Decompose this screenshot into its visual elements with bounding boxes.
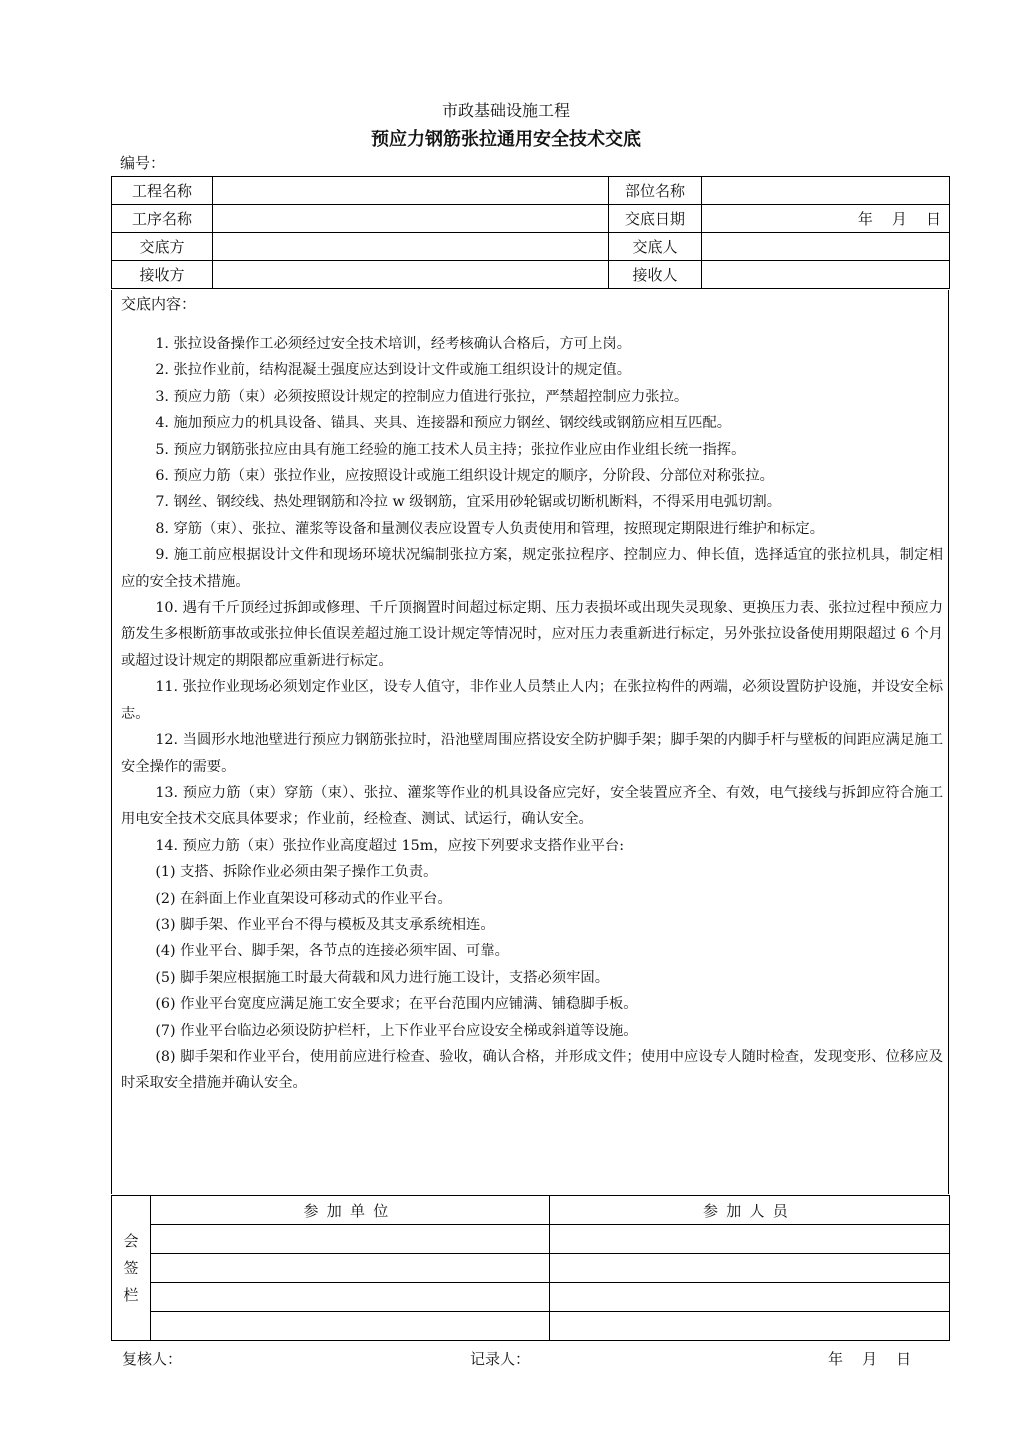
content-paragraph: 13. 预应力筋（束）穿筋（束）、张拉、灌浆等作业的机具设备应完好，安全装置应齐全、有效，电气接线与拆卸应符合施工用电安全技术交底具体要求；作业前，经检查、测试、试运行，确认安全。 bbox=[121, 784, 943, 828]
disclosure-date-field[interactable]: 年 月 日 bbox=[702, 205, 950, 233]
countersign-row bbox=[112, 1254, 950, 1283]
content-paragraph: 12. 当圆形水地池壁进行预应力钢筋张拉时，沿池壁周围应搭设安全防护脚手架；脚手架的内脚手杆与壁板的间距应满足施工安全操作的需要。 bbox=[121, 732, 943, 775]
countersign-row bbox=[112, 1312, 950, 1341]
content-paragraph: 3. 预应力筋（束）必须按照设计规定的控制应力值进行张拉，严禁超控制应力张拉。 bbox=[155, 388, 689, 405]
participating-people-field[interactable] bbox=[550, 1225, 950, 1254]
countersign-row bbox=[112, 1225, 950, 1254]
content-paragraphs bbox=[121, 331, 943, 1097]
participating-unit-field[interactable] bbox=[151, 1254, 550, 1283]
content-paragraph: 9. 施工前应根据设计文件和现场环境状况编制张拉方案，规定张拉程序、控制应力、伸长值，选择适宜的张拉机具，制定相应的安全技术措施。 bbox=[121, 547, 943, 590]
discloser-field[interactable] bbox=[702, 233, 950, 261]
disclosure-content-box bbox=[111, 290, 949, 1194]
participating-unit-field[interactable] bbox=[151, 1283, 550, 1312]
info-row-project bbox=[112, 177, 950, 205]
content-paragraph: 5. 预应力钢筋张拉应由具有施工经验的施工技术人员主持；张拉作业应由作业组长统一指挥。 bbox=[155, 441, 746, 458]
content-paragraph: 4. 施加预应力的机具设备、锚具、夹具、连接器和预应力钢丝、钢绞线或钢筋应相互匹配。 bbox=[155, 415, 732, 432]
countersign-table bbox=[111, 1195, 950, 1341]
participating-unit-header: 参加单位 bbox=[151, 1196, 550, 1225]
content-paragraph: (6) 作业平台宽度应满足施工安全要求；在平台范围内应铺满、铺稳脚手板。 bbox=[155, 996, 638, 1013]
receiver-label: 接收人 bbox=[609, 261, 702, 289]
countersign-char: 会 bbox=[123, 1231, 139, 1250]
content-paragraph: 1. 张拉设备操作工必须经过安全技术培训，经考核确认合格后，方可上岗。 bbox=[155, 336, 631, 352]
receiver-field[interactable] bbox=[702, 261, 950, 289]
participating-people-field[interactable] bbox=[550, 1254, 950, 1283]
footer-date: 年 月 日 bbox=[828, 1350, 912, 1368]
content-paragraph: (4) 作业平台、脚手架，各节点的连接必须牢固、可靠。 bbox=[155, 943, 509, 960]
part-name-field[interactable] bbox=[702, 177, 950, 205]
info-row-disclosing bbox=[112, 233, 950, 261]
content-paragraph: 7. 钢丝、钢绞线、热处理钢筋和冷拉 w 级钢筋，宜采用砂轮锯或切断机断料，不得采用电弧切割。 bbox=[155, 494, 781, 511]
process-name-field[interactable] bbox=[213, 205, 609, 233]
serial-number-label: 编号： bbox=[120, 154, 166, 172]
participating-people-field[interactable] bbox=[550, 1283, 950, 1312]
countersign-row bbox=[112, 1283, 950, 1312]
participating-people-field[interactable] bbox=[550, 1312, 950, 1341]
content-paragraph: 14. 预应力筋（束）张拉作业高度超过 15m，应按下列要求支搭作业平台: bbox=[155, 837, 625, 854]
countersign-header-row bbox=[112, 1196, 950, 1225]
receiving-party-field[interactable] bbox=[213, 261, 609, 289]
recorder-label: 记录人： bbox=[470, 1350, 531, 1368]
content-paragraph: 6. 预应力筋（束）张拉作业，应按照设计或施工组织设计规定的顺序，分阶段、分部位对称张拉。 bbox=[155, 468, 774, 485]
content-paragraph: (8) 脚手架和作业平台，使用前应进行检查、验收，确认合格，并形成文件；使用中应设专人随时检查，发现变形、位移应及时采取安全措施并确认安全。 bbox=[121, 1048, 943, 1092]
content-paragraph: (2) 在斜面上作业直架设可移动式的作业平台。 bbox=[155, 890, 452, 907]
content-heading: 交底内容： bbox=[121, 295, 197, 313]
content-paragraph: (3) 脚手架、作业平台不得与模板及其支承系统相连。 bbox=[155, 916, 495, 933]
content-paragraph: (7) 作业平台临边必须设防护栏杆，上下作业平台应设安全梯或斜道等设施。 bbox=[155, 1022, 638, 1039]
content-paragraph: 10. 遇有千斤顶经过拆卸或修理、千斤顶搁置时间超过标定期、压力表损坏或出现失灵现象、更换压力表、张拉过程中预应力筋发生多根断筋事故或张拉伸长值误差超过施工设计规定等情况时，应对压力表重新进行标定，另外张拉设备使用期限超过 6 个月或超过设计规定的期限都应重新进行标定。 bbox=[121, 600, 943, 669]
project-name-label: 工程名称 bbox=[112, 177, 213, 205]
content-paragraph: 11. 张拉作业现场必须划定作业区，设专人值守，非作业人员禁止人内；在张拉构件的两端，必须设置防护设施，并设安全标志。 bbox=[121, 679, 943, 722]
info-row-receiving bbox=[112, 261, 950, 289]
document-title: 预应力钢筋张拉通用安全技术交底 bbox=[371, 129, 641, 150]
disclosing-party-field[interactable] bbox=[213, 233, 609, 261]
info-table bbox=[111, 176, 950, 289]
process-name-label: 工序名称 bbox=[112, 205, 213, 233]
project-name-field[interactable] bbox=[213, 177, 609, 205]
content-paragraph: 2. 张拉作业前，结构混凝土强度应达到设计文件或施工组织设计的规定值。 bbox=[155, 362, 631, 379]
part-name-label: 部位名称 bbox=[609, 177, 702, 205]
document-supertitle: 市政基础设施工程 bbox=[441, 101, 570, 120]
content-paragraph: (5) 脚手架应根据施工时最大荷载和风力进行施工设计，支搭必须牢固。 bbox=[155, 969, 610, 986]
info-row-process bbox=[112, 205, 950, 233]
participating-people-header: 参加人员 bbox=[550, 1196, 950, 1225]
content-paragraph: (1) 支搭、拆除作业必须由架子操作工负责。 bbox=[155, 864, 438, 881]
disclosing-party-label: 交底方 bbox=[112, 233, 213, 261]
receiving-party-label: 接收方 bbox=[112, 261, 213, 289]
countersign-side-label bbox=[112, 1196, 151, 1341]
reviewer-label: 复核人： bbox=[122, 1350, 183, 1368]
participating-unit-field[interactable] bbox=[151, 1225, 550, 1254]
content-paragraph: 8. 穿筋（束）、张拉、灌浆等设备和量测仪表应设置专人负责使用和管理，按照现定期限进行维护和标定。 bbox=[155, 520, 824, 537]
countersign-char: 签 bbox=[123, 1258, 139, 1277]
discloser-label: 交底人 bbox=[609, 233, 702, 261]
countersign-char: 栏 bbox=[123, 1285, 139, 1304]
participating-unit-field[interactable] bbox=[151, 1312, 550, 1341]
disclosure-date-label: 交底日期 bbox=[609, 205, 702, 233]
